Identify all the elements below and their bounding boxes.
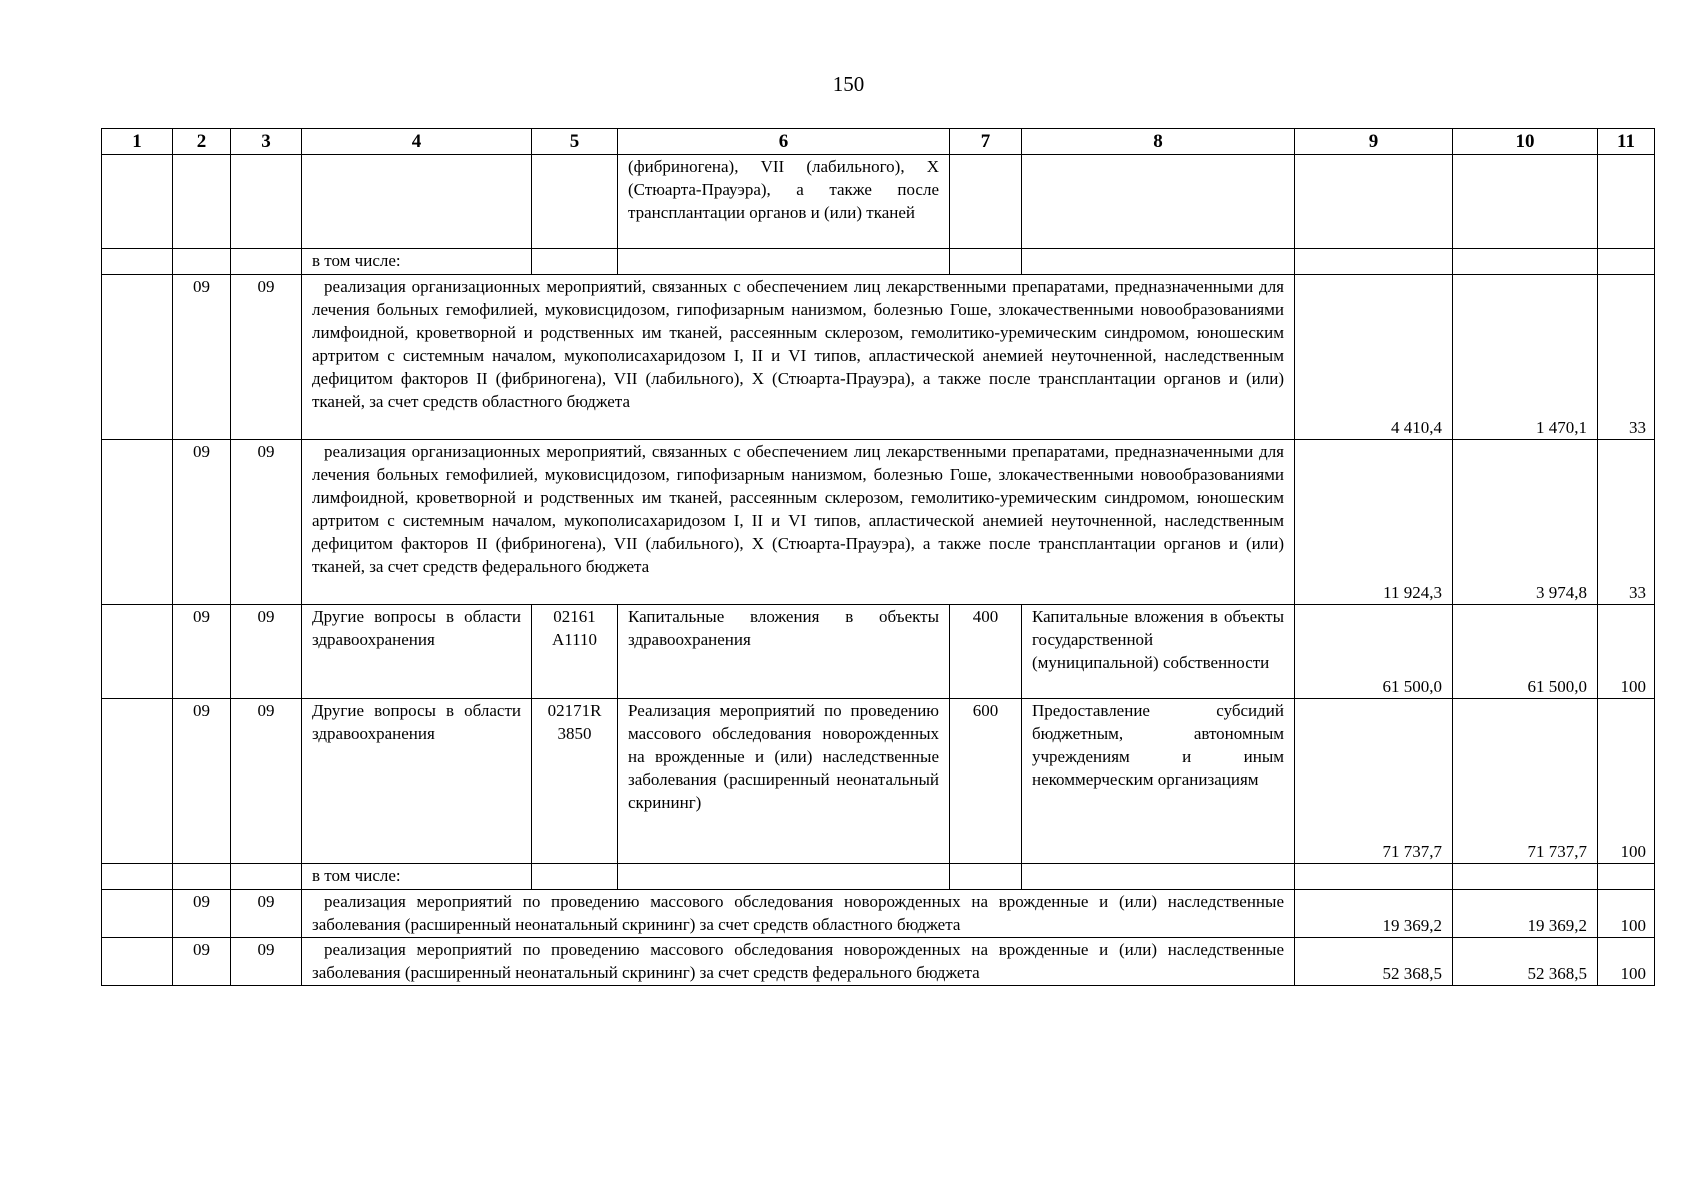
section-code: 09: [173, 938, 231, 986]
section-name: Другие вопросы в области здравоохранения: [302, 605, 532, 699]
section-code: 09: [173, 699, 231, 864]
amount-col10: 1 470,1: [1453, 275, 1598, 440]
amount-col9: 4 410,4: [1295, 275, 1453, 440]
section-code: 09: [173, 605, 231, 699]
column-header: 4: [302, 129, 532, 155]
table-row: [102, 699, 1655, 864]
percent-col11: 100: [1598, 938, 1655, 986]
expense-type-name: Предоставление субсидий бюджетным, автономным учреждениям и иным некоммерческим организациям: [1022, 699, 1295, 864]
column-header: 11: [1598, 129, 1655, 155]
continuation-text: (фибриногена), VII (лабильного), X (Стюарта-Прауэра), а также после трансплантации органов и (или) тканей: [618, 155, 950, 249]
column-header: 3: [231, 129, 302, 155]
section-code: 09: [173, 890, 231, 938]
including-label: в том числе:: [302, 249, 532, 275]
subsection-code: 09: [231, 699, 302, 864]
column-header: 2: [173, 129, 231, 155]
amount-col10: 3 974,8: [1453, 440, 1598, 605]
expense-type-name: Капитальные вложения в объекты государственной (муниципальной) собственности: [1022, 605, 1295, 699]
amount-col10: 71 737,7: [1453, 699, 1598, 864]
table-row: [102, 249, 1655, 275]
column-header: 6: [618, 129, 950, 155]
column-header: 10: [1453, 129, 1598, 155]
amount-col10: 19 369,2: [1453, 890, 1598, 938]
item-description: реализация мероприятий по проведению массового обследования новорожденных на врожденные и (или) наследственные заболевания (расширенный неонатальный скрининг) за счет средств областного бюджета: [302, 890, 1295, 938]
subsection-code: 09: [231, 890, 302, 938]
page-number: 150: [832, 72, 865, 96]
subsection-code: 09: [231, 938, 302, 986]
column-header: 7: [950, 129, 1022, 155]
percent-col11: 100: [1598, 699, 1655, 864]
section-code: 09: [173, 440, 231, 605]
column-header: 1: [102, 129, 173, 155]
amount-col9: 19 369,2: [1295, 890, 1453, 938]
item-description: реализация организационных мероприятий, связанных с обеспечением лиц лекарственными препаратами, предназначенными для лечения больных гемофилией, муковисцидозом, гипофизарным нанизмом, болезнью Гоше, злокачественными новообразованиями лимфоидной, кроветворной и родственных им тканей, рассеянным склерозом, гемолитико-уремическим синдромом, юношеским артритом с системным началом, мукополисахаридозом I, II и VI типов, апластической анемией неуточненной, наследственным дефицитом факторов II (фибриногена), VII (лабильного), X (Стюарта-Прауэра), а также после трансплантации органов и (или) тканей, за счет средств федерального бюджета: [302, 440, 1295, 605]
expense-type-code: 400: [950, 605, 1022, 699]
amount-col9: 11 924,3: [1295, 440, 1453, 605]
amount-col9: 61 500,0: [1295, 605, 1453, 699]
subsection-code: 09: [231, 605, 302, 699]
item-description: реализация мероприятий по проведению массового обследования новорожденных на врожденные и (или) наследственные заболевания (расширенный неонатальный скрининг) за счет средств федерального бюджета: [302, 938, 1295, 986]
amount-col9: 52 368,5: [1295, 938, 1453, 986]
table-row: [102, 890, 1655, 938]
target-article-code: 02161 А1110: [532, 605, 618, 699]
amount-col9: 71 737,7: [1295, 699, 1453, 864]
budget-table: [101, 128, 1655, 986]
including-label: в том числе:: [302, 864, 532, 890]
table-row: [102, 864, 1655, 890]
expense-type-code: 600: [950, 699, 1022, 864]
subsection-code: 09: [231, 440, 302, 605]
column-header: 9: [1295, 129, 1453, 155]
percent-col11: 33: [1598, 275, 1655, 440]
amount-col10: 52 368,5: [1453, 938, 1598, 986]
table-row: [102, 275, 1655, 440]
target-article-name: Капитальные вложения в объекты здравоохранения: [618, 605, 950, 699]
column-header: 8: [1022, 129, 1295, 155]
percent-col11: 100: [1598, 605, 1655, 699]
item-description: реализация организационных мероприятий, связанных с обеспечением лиц лекарственными препаратами, предназначенными для лечения больных гемофилией, муковисцидозом, гипофизарным нанизмом, болезнью Гоше, злокачественными новообразованиями лимфоидной, кроветворной и родственных им тканей, рассеянным склерозом, гемолитико-уремическим синдромом, юношеским артритом с системным началом, мукополисахаридозом I, II и VI типов, апластической анемией неуточненной, наследственным дефицитом факторов II (фибриногена), VII (лабильного), X (Стюарта-Прауэра), а также после трансплантации органов и (или) тканей, за счет средств областного бюджета: [302, 275, 1295, 440]
table-row: [102, 155, 1655, 249]
table-row: [102, 605, 1655, 699]
column-header: 5: [532, 129, 618, 155]
percent-col11: 33: [1598, 440, 1655, 605]
percent-col11: 100: [1598, 890, 1655, 938]
table-row: [102, 938, 1655, 986]
subsection-code: 09: [231, 275, 302, 440]
column-number-row: [102, 129, 1655, 155]
amount-col10: 61 500,0: [1453, 605, 1598, 699]
target-article-code: 02171R 3850: [532, 699, 618, 864]
table-row: [102, 440, 1655, 605]
target-article-name: Реализация мероприятий по проведению массового обследования новорожденных на врожденные и (или) наследственные заболевания (расширенный неонатальный скрининг): [618, 699, 950, 864]
section-name: Другие вопросы в области здравоохранения: [302, 699, 532, 864]
section-code: 09: [173, 275, 231, 440]
